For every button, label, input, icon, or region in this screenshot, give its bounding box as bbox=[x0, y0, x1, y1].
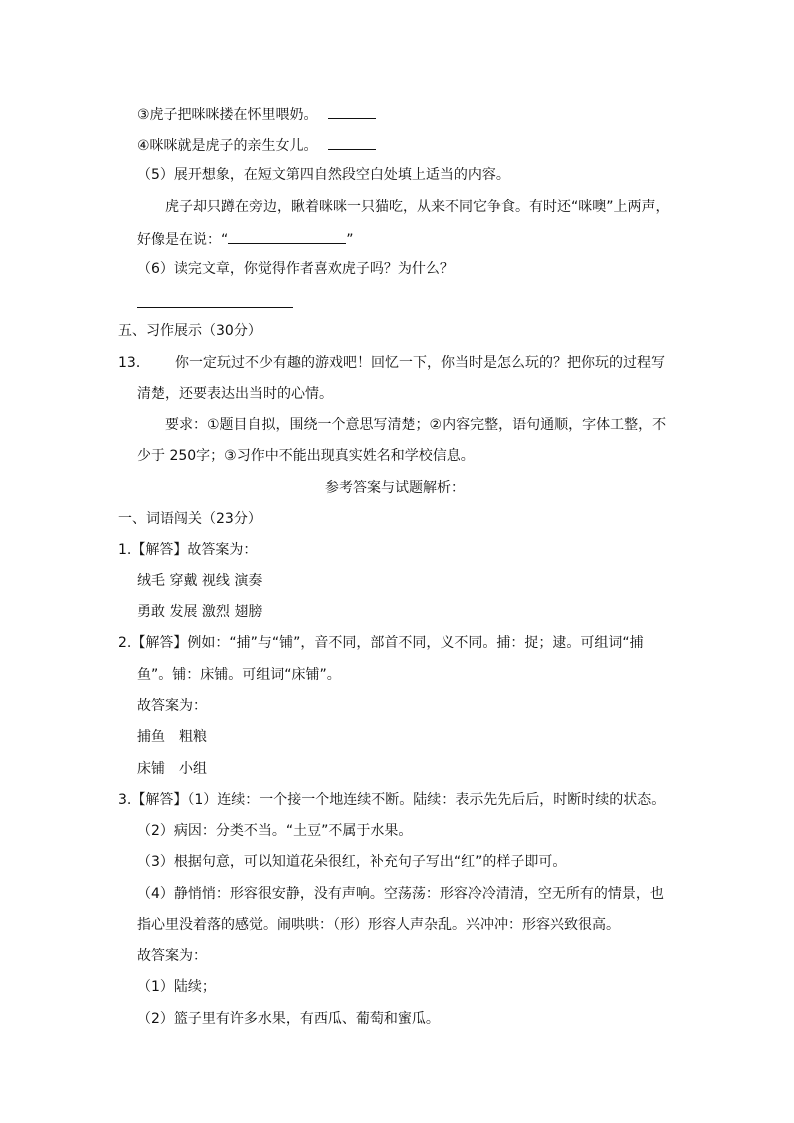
answer-2-option: 床铺 小组 bbox=[137, 761, 207, 777]
answer-2-text-cont: 鱼”。铺：床铺。可组词“床铺”。 bbox=[137, 667, 341, 683]
question-6: （6）读完文章，你觉得作者喜欢虎子吗？为什么？ bbox=[137, 261, 454, 277]
answer-3-option: （2）篮子里有许多水果，有西瓜、葡萄和蜜瓜。 bbox=[137, 1011, 440, 1027]
answers-section-heading: 一、词语闯关（23分） bbox=[118, 511, 262, 527]
answer-3-text: （3）根据句意，可以知道花朵很红，补充句子写出“红”的样子即可。 bbox=[137, 854, 567, 870]
question-5: （5）展开想象，在短文第四自然段空白处填上适当的内容。 bbox=[137, 167, 510, 183]
answer-1-words: 绒毛 穿戴 视线 演奏 bbox=[137, 573, 263, 589]
question-13-number: 13． bbox=[118, 355, 150, 371]
answer-3-text: 3.【解答】（1）连续：一个接一个地连续不断。陆续：表示先先后后，时断时续的状态。 bbox=[118, 792, 666, 808]
answer-blank[interactable] bbox=[228, 229, 346, 244]
answer-blank[interactable] bbox=[328, 104, 376, 119]
question-5-passage-line: 虎子却只蹲在旁边，瞅着咪咪一只猫吃，从来不同它争食。有时还“咪噢”上两声， bbox=[165, 199, 670, 215]
section-heading: 五、习作展示（30分） bbox=[118, 323, 262, 339]
answer-3-option: （1）陆续； bbox=[137, 979, 216, 995]
requirements-line-cont: 少于 250字；③习作中不能出现真实姓名和学校信息。 bbox=[137, 448, 475, 464]
answer-1-words: 勇敢 发展 激烈 翅膀 bbox=[137, 604, 263, 620]
question-item-4: ④咪咪就是虎子的亲生女儿。 bbox=[137, 135, 376, 155]
answers-title: 参考答案与试题解析： bbox=[325, 480, 465, 496]
answer-3-head: 故答案为： bbox=[137, 948, 207, 964]
requirements-line: 要求：①题目自拟，围绕一个意思写清楚；②内容完整，语句通顺，字体工整，不 bbox=[165, 417, 667, 433]
answer-3-text: 指心里没着落的感觉。闹哄哄：（形）形容人声杂乱。兴冲冲：形容兴致很高。 bbox=[137, 917, 620, 933]
question-13-text-cont: 清楚，还要表达出当时的心情。 bbox=[137, 386, 333, 402]
question-13-text: 你一定玩过不少有趣的游戏吧！回忆一下，你当时是怎么玩的？把你玩的过程写 bbox=[175, 355, 665, 371]
answer-2-option: 捕鱼 粗粮 bbox=[137, 729, 207, 745]
answer-line[interactable] bbox=[137, 307, 293, 308]
question-item-3: ③虎子把咪咪搂在怀里喂奶。 bbox=[137, 104, 376, 124]
answer-3-text: （4）静悄悄：形容很安静，没有声响。空荡荡：形容冷冷清清，空无所有的情景，也 bbox=[137, 886, 664, 902]
answer-2-head: 故答案为： bbox=[137, 698, 207, 714]
answer-2-text: 2.【解答】例如：“捕”与“铺”，音不同，部首不同，义不同。捕：捉；逮。可组词“捕 bbox=[118, 635, 644, 651]
answer-1-head: 1.【解答】故答案为： bbox=[118, 542, 258, 558]
answer-3-text: （2）病因：分类不当。“土豆”不属于水果。 bbox=[137, 823, 413, 839]
question-5-fill-line: 好像是在说：“ ” bbox=[137, 229, 354, 249]
answer-blank[interactable] bbox=[328, 135, 376, 150]
